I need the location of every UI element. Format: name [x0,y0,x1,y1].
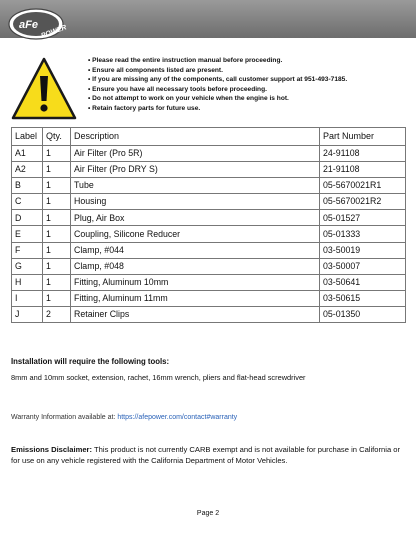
table-row [12,146,406,162]
tools-list: 8mm and 10mm socket, extension, rachet, 16mm wrench, pliers and flat-head screwdriver [11,373,306,382]
cell-description: Air Filter (Pro 5R) [71,146,320,162]
cell-label: C [12,194,43,210]
table-row [12,290,406,306]
cell-part-number: 05-01527 [320,210,406,226]
table-row [12,194,406,210]
cell-description: Housing [71,194,320,210]
table-row [12,306,406,322]
cell-qty: 1 [43,290,71,306]
afe-power-logo [6,2,70,42]
cell-description: Plug, Air Box [71,210,320,226]
cell-qty: 1 [43,194,71,210]
cell-label: F [12,242,43,258]
cell-label: J [12,306,43,322]
cell-label: A2 [12,162,43,178]
warning-icon [10,56,78,122]
cell-label: B [12,178,43,194]
cell-description: Tube [71,178,320,194]
cell-qty: 1 [43,226,71,242]
cell-part-number: 05-5670021R2 [320,194,406,210]
notice-item: • Please read the entire instruction manual before proceeding. [88,56,410,66]
cell-part-number: 03-50641 [320,274,406,290]
table-row [12,226,406,242]
parts-table-body [12,146,406,323]
warranty-label: Warranty Information available at: [11,414,118,421]
header-description: Description [71,128,320,146]
cell-label: I [12,290,43,306]
cell-qty: 1 [43,162,71,178]
cell-qty: 1 [43,274,71,290]
cell-description: Fitting, Aluminum 11mm [71,290,320,306]
cell-description: Fitting, Aluminum 10mm [71,274,320,290]
warranty-link[interactable]: https://afepower.com/contact#warranty [117,414,238,421]
table-row [12,178,406,194]
cell-description: Retainer Clips [71,306,320,322]
cell-qty: 1 [43,210,71,226]
notice-item: • Do not attempt to work on your vehicle when the engine is hot. [88,94,410,104]
emissions-disclaimer [11,444,407,466]
cell-qty: 1 [43,242,71,258]
cell-part-number: 05-5670021R1 [320,178,406,194]
cell-qty: 1 [43,178,71,194]
table-row [12,162,406,178]
warranty-info [11,414,237,421]
cell-part-number: 21-91108 [320,162,406,178]
header-qty: Qty. [43,128,71,146]
cell-part-number: 03-50615 [320,290,406,306]
cell-qty: 1 [43,258,71,274]
cell-label: D [12,210,43,226]
header-part-number: Part Number [320,128,406,146]
cell-description: Clamp, #044 [71,242,320,258]
parts-table [11,127,406,323]
cell-part-number: 24-91108 [320,146,406,162]
parts-table-header [12,128,406,146]
safety-notice-list [88,56,410,114]
table-row [12,274,406,290]
cell-part-number: 05-01333 [320,226,406,242]
table-row [12,242,406,258]
cell-description: Clamp, #048 [71,258,320,274]
cell-label: A1 [12,146,43,162]
cell-qty: 2 [43,306,71,322]
emissions-label: Emissions Disclaimer: [11,445,93,454]
cell-label: G [12,258,43,274]
tools-title: Installation will require the following tools: [11,357,170,366]
cell-description: Air Filter (Pro DRY S) [71,162,320,178]
table-row [12,258,406,274]
table-row [12,210,406,226]
cell-description: Coupling, Silicone Reducer [71,226,320,242]
cell-part-number: 05-01350 [320,306,406,322]
cell-qty: 1 [43,146,71,162]
svg-text:POWER: POWER [40,24,68,40]
emissions-text: This product is not currently CARB exempt and is not available for purchase in California or for use on any vehicle registered with the California Department of Motor Vehicles. [11,445,401,465]
notice-item: • Ensure all components listed are present. [88,66,410,76]
cell-label: E [12,226,43,242]
cell-part-number: 03-50007 [320,258,406,274]
header-label: Label [12,128,43,146]
notice-item: • Retain factory parts for future use. [88,104,410,114]
svg-text:aFe: aFe [19,19,38,31]
page-number: Page 2 [196,510,220,517]
cell-label: H [12,274,43,290]
notice-item: • Ensure you have all necessary tools before proceeding. [88,85,410,95]
cell-part-number: 03-50019 [320,242,406,258]
notice-item: • If you are missing any of the components, call customer support at 951-493-7185. [88,75,410,85]
